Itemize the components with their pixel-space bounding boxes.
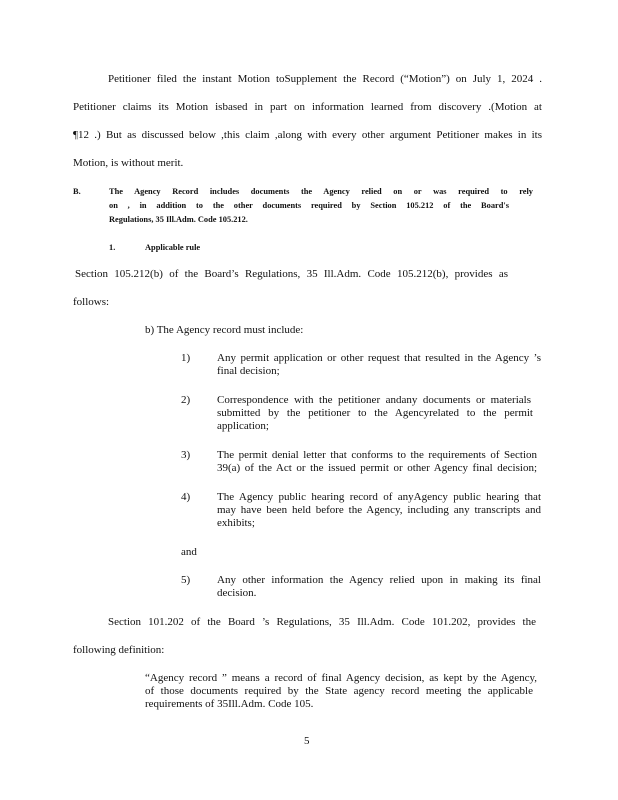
list-item-3-line-1: The permit denial letter that conforms to the requirements of Section <box>217 449 537 461</box>
list-item-1-line-1: Any permit application or other request that resulted in the Agency ’s <box>217 352 541 364</box>
list-item-5-line-2: decision. <box>217 587 257 599</box>
list-item-4-number: 4) <box>181 491 191 503</box>
list-item-4-line-2: may have been held before the Agency, including any transcripts and <box>217 504 541 516</box>
definition-line-3: requirements of 35Ill.Adm. Code 105. <box>145 698 314 710</box>
definition-line-2: of those documents required by the State agency record meeting the applicable <box>145 685 533 697</box>
list-item-5-line-1: Any other information the Agency relied upon in making its final <box>217 574 541 586</box>
subsection-1-title: Applicable rule <box>145 243 201 252</box>
list-item-2-number: 2) <box>181 394 191 406</box>
section-b-heading-line-2: on , in addition to the other documents required by Section 105.212 of the Board's <box>109 201 509 210</box>
conjunction-and: and <box>181 546 197 558</box>
paragraph-1-line-2: Petitioner claims its Motion isbased in part on information learned from discovery .(Motion at <box>73 101 542 113</box>
list-item-3-line-2: 39(a) of the Act or the issued permit or other Agency final decision; <box>217 462 537 474</box>
list-item-1-line-2: final decision; <box>217 365 280 377</box>
subsection-1-number: 1. <box>109 243 116 252</box>
list-item-4-line-3: exhibits; <box>217 517 255 529</box>
page-number: 5 <box>304 735 310 747</box>
list-item-2-line-3: application; <box>217 420 269 432</box>
paragraph-1-line-3: ¶12 .) But as discussed below ,this claim ,along with every other argument Petitioner makes in its <box>73 129 542 141</box>
paragraph-2-line-2: follows: <box>73 296 110 308</box>
paragraph-3-line-1: Section 101.202 of the Board ’s Regulations, 35 Ill.Adm. Code 101.202, provides the <box>108 616 536 628</box>
list-item-1-number: 1) <box>181 352 191 364</box>
list-item-2-line-2: submitted by the petitioner to the Agencyrelated to the permit <box>217 407 533 419</box>
definition-line-1: “Agency record ” means a record of final Agency decision, as kept by the Agency, <box>145 672 537 684</box>
section-b-heading-line-3: Regulations, 35 Ill.Adm. Code 105.212. <box>109 215 248 224</box>
list-item-3-number: 3) <box>181 449 191 461</box>
section-b-letter: B. <box>73 187 81 196</box>
paragraph-1-line-1: Petitioner filed the instant Motion toSupplement the Record (“Motion”) on July 1, 2024 . <box>108 73 542 85</box>
list-item-5-number: 5) <box>181 574 191 586</box>
section-b-heading-line-1: The Agency Record includes documents the Agency relied on or was required to rely <box>109 187 533 196</box>
paragraph-3-line-2: following definition: <box>73 644 165 656</box>
quote-intro: b) The Agency record must include: <box>145 324 304 336</box>
paragraph-1-line-4: Motion, is without merit. <box>73 157 184 169</box>
list-item-2-line-1: Correspondence with the petitioner andany documents or materials <box>217 394 531 406</box>
list-item-4-line-1: The Agency public hearing record of anyAgency public hearing that <box>217 491 541 503</box>
paragraph-2-line-1: Section 105.212(b) of the Board’s Regulations, 35 Ill.Adm. Code 105.212(b), provides as <box>75 268 508 280</box>
